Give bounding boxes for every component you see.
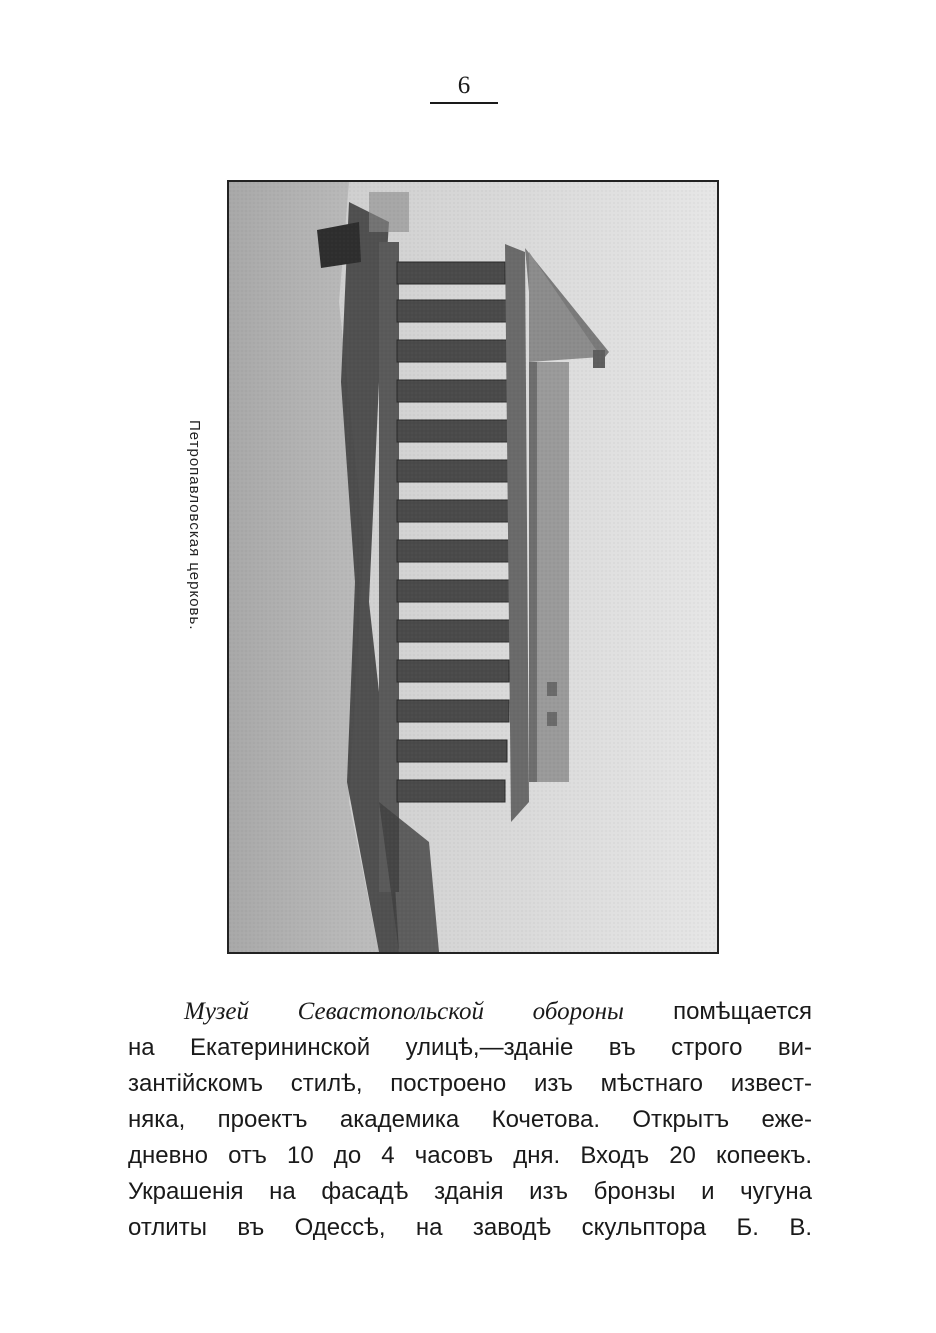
page-number-text: 6 (457, 72, 471, 99)
body-line-7: отлиты въ Одессѣ, на заводѣ скульптора Б. В. (128, 1214, 812, 1241)
body-line-5: дневно отъ 10 до 4 часовъ дня. Входъ 20 копеекъ. (128, 1142, 812, 1169)
body-line-6: Украшенія на фасадѣ зданія изъ бронзы и чугуна (128, 1178, 812, 1205)
body-line-2: на Екатерининской улицѣ,—зданіе въ строго ви- (128, 1034, 812, 1061)
body-line-4: няка, проектъ академика Кочетова. Открытъ еже- (128, 1106, 812, 1133)
body-paragraph (128, 994, 812, 1246)
page-number (428, 72, 500, 100)
body-line-1 (128, 994, 812, 1030)
page-number-rule (430, 102, 498, 104)
figure-caption: Петропавловская церковь. (186, 420, 203, 631)
church-photo-illustration (229, 182, 717, 952)
church-photograph (227, 180, 719, 954)
body-line-3: зантійскомъ стилѣ, построено изъ мѣстнаго извест- (128, 1070, 812, 1097)
museum-title: Музей Севастопольской обороны (184, 998, 624, 1025)
body-line-1-rest: помѣщается (673, 998, 812, 1025)
